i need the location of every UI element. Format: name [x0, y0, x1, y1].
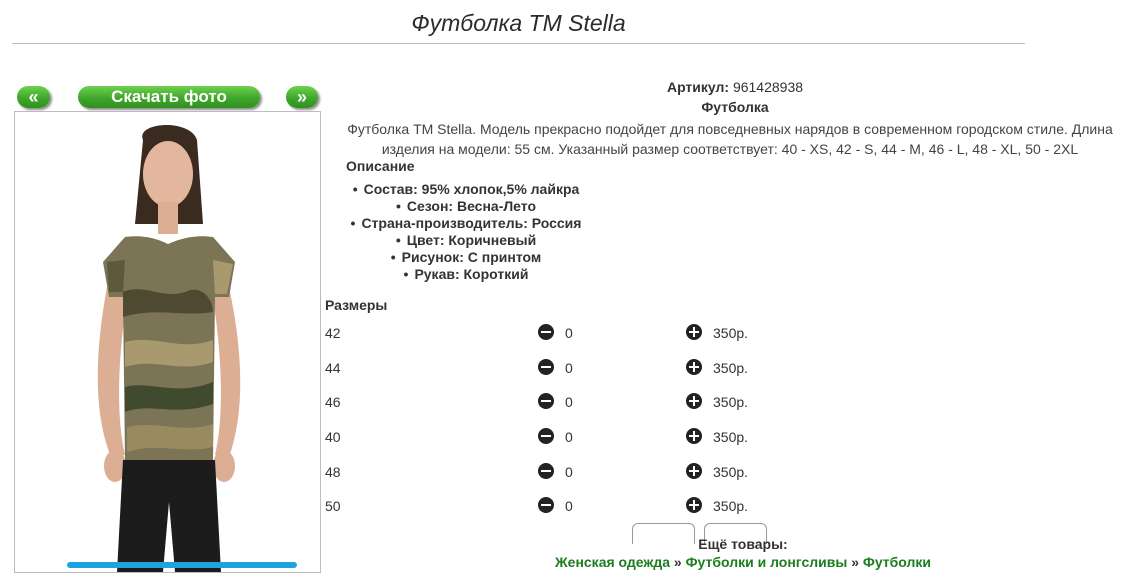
quantity-value: 0 [565, 429, 573, 445]
quantity-value: 0 [565, 325, 573, 341]
breadcrumb-separator: » [673, 554, 682, 570]
size-label: 48 [325, 464, 341, 480]
price-value: 350р. [713, 429, 749, 445]
size-label: 40 [325, 429, 341, 445]
page-title: Футболка TM Stella [411, 10, 626, 36]
price-value: 350р. [713, 325, 749, 341]
minus-icon[interactable] [538, 428, 554, 444]
breadcrumb-link[interactable]: Женская одежда [555, 554, 670, 570]
prev-photo-button[interactable]: « [17, 86, 50, 108]
minus-icon[interactable] [538, 393, 554, 409]
quantity-value: 0 [565, 360, 573, 376]
product-type: Футболка [701, 99, 769, 115]
size-row [325, 321, 825, 345]
minus-icon[interactable] [538, 497, 554, 513]
plus-icon[interactable] [686, 359, 702, 375]
size-label: 50 [325, 498, 341, 514]
size-label: 42 [325, 325, 341, 341]
description-heading: Описание [346, 158, 415, 174]
plus-icon[interactable] [686, 463, 702, 479]
size-label: 44 [325, 360, 341, 376]
download-photo-button[interactable]: Скачать фото [78, 86, 260, 108]
property-item: • Рукав: Короткий [346, 266, 586, 283]
breadcrumb-link[interactable]: Футболки и лонгсливы [685, 554, 848, 570]
photo-indicator-bar [67, 562, 297, 568]
size-row [325, 494, 825, 518]
more-products-heading: Ещё товары: [698, 536, 788, 552]
breadcrumb [325, 554, 1133, 570]
quantity-value: 0 [565, 498, 573, 514]
quantity-value: 0 [565, 464, 573, 480]
plus-icon[interactable] [686, 497, 702, 513]
sizes-heading: Размеры [325, 297, 388, 313]
title-divider [12, 43, 1025, 44]
article-line [325, 79, 1133, 95]
minus-icon[interactable] [538, 359, 554, 375]
price-value: 350р. [713, 498, 749, 514]
size-row [325, 425, 825, 449]
price-value: 350р. [713, 394, 749, 410]
breadcrumb-link[interactable]: Футболки [862, 554, 931, 570]
minus-icon[interactable] [538, 463, 554, 479]
property-item: • Цвет: Коричневый [346, 232, 586, 249]
product-photo-illustration [15, 112, 320, 572]
properties-list [346, 181, 586, 283]
size-row [325, 356, 825, 380]
plus-icon[interactable] [686, 428, 702, 444]
property-item: • Страна-производитель: Россия [346, 215, 586, 232]
property-item: • Рисунок: С принтом [346, 249, 586, 266]
article-value: 961428938 [732, 79, 804, 95]
article-label: Артикул: [666, 79, 730, 95]
size-row [325, 460, 825, 484]
breadcrumb-separator: » [851, 554, 859, 570]
size-row [325, 390, 825, 414]
size-label: 46 [325, 394, 341, 410]
next-photo-button[interactable]: » [286, 86, 318, 108]
product-photo[interactable] [14, 111, 321, 573]
plus-icon[interactable] [686, 324, 702, 340]
property-item: • Сезон: Весна-Лето [346, 198, 586, 215]
quantity-value: 0 [565, 394, 573, 410]
product-description: Футболка TM Stella. Модель прекрасно подойдет для повседневных нарядов в современном городском стиле. Длина изделия на модели: 55 см. Указанный размер соответствует: 40 - XS, 42 - S, 44 - M, 46 - L, 48 - XL, 50 - 2XL [347, 121, 1113, 157]
price-value: 350р. [713, 360, 749, 376]
plus-icon[interactable] [686, 393, 702, 409]
minus-icon[interactable] [538, 324, 554, 340]
property-item: • Состав: 95% хлопок,5% лайкра [346, 181, 586, 198]
price-value: 350р. [713, 464, 749, 480]
